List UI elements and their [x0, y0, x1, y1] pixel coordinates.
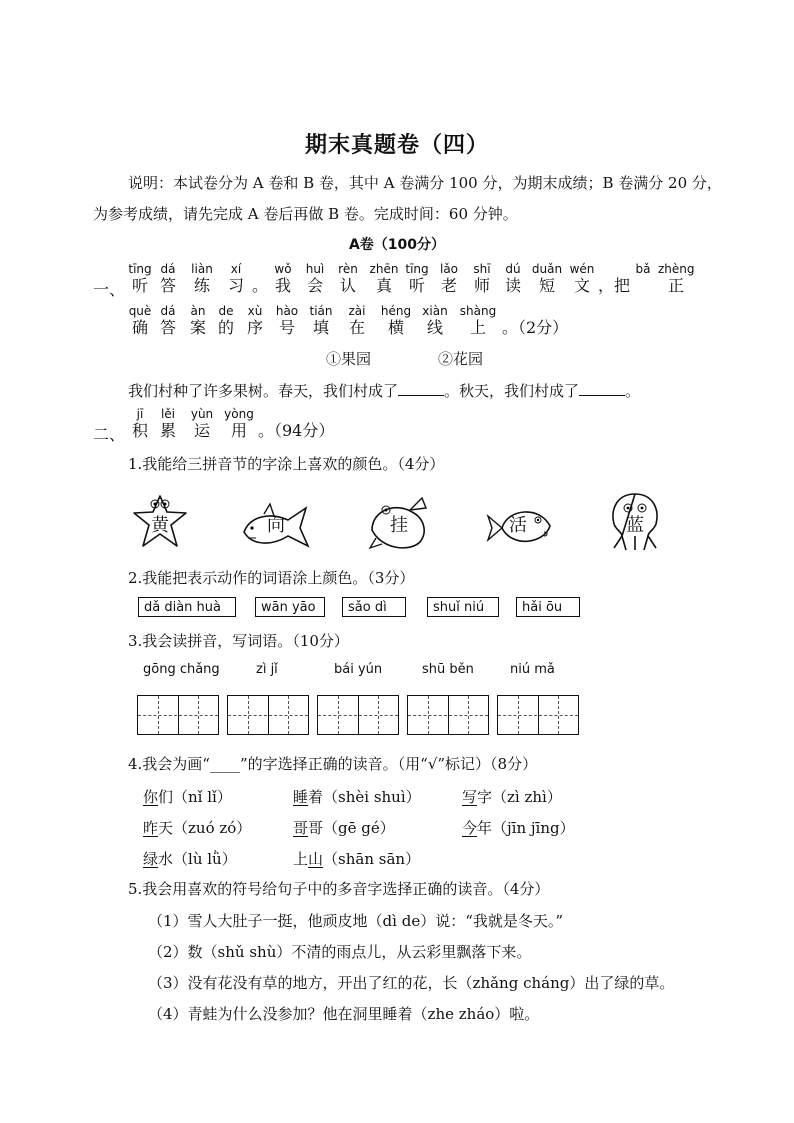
grid-divider	[248, 696, 249, 734]
q2-head-1	[152, 407, 184, 441]
choice-options: （shān sān）	[323, 850, 421, 868]
writing-grid-2[interactable]	[227, 695, 309, 735]
animal-char-2[interactable]: 向	[267, 515, 285, 536]
q1-r1-6	[300, 262, 330, 296]
q1-r1-pinyin: dú	[505, 262, 521, 276]
reading-choice-item[interactable]	[293, 848, 420, 869]
grid-divider	[378, 696, 379, 734]
section-a-heading: A卷（100分）	[348, 237, 446, 253]
q1-r1-pinyin: shī	[473, 262, 491, 276]
word-box-1[interactable]: dǎ diàn huà	[138, 597, 236, 617]
q2-head-pinyin: yùn	[190, 407, 214, 421]
choice-options: 们（nǐ lǐ）	[158, 788, 232, 806]
writing-grid-5[interactable]	[497, 695, 579, 735]
q1-r2-7	[338, 304, 376, 338]
q1-r1-pinyin: lǎo	[439, 262, 459, 276]
reading-choice-item[interactable]	[143, 817, 251, 838]
q1-r1-1	[152, 262, 184, 296]
q1-r1-4	[252, 262, 269, 296]
q1-r1-12	[498, 262, 528, 296]
grid-divider	[468, 696, 469, 734]
q1-r2-hanzi: 的	[217, 318, 234, 337]
q1-r1-hanzi: 答	[159, 276, 176, 295]
q1-r1-hanzi: 正	[667, 276, 684, 295]
q1-r2-pinyin: què	[128, 304, 152, 318]
q2-head-tail: 。（94分）	[258, 421, 335, 440]
q2-sub1: 1.我能给三拼音节的字涂上喜欢的颜色。（4分）	[128, 455, 445, 473]
q1-r2-pinyin: héng	[380, 304, 412, 318]
grid-pinyin-2: zì jǐ	[256, 662, 278, 677]
q1-r2-hanzi: 横	[387, 318, 404, 337]
animal-char-1[interactable]: 黄	[151, 515, 169, 536]
q2-head-hanzi: 积	[131, 421, 148, 440]
q1-r1-16	[628, 262, 658, 296]
q1-r2-hanzi: 答	[159, 318, 176, 337]
q1-pinyin-row-2	[128, 304, 568, 338]
q1-r1-pinyin: tīng	[405, 262, 429, 276]
choice-options: 字（zì zhì）	[477, 788, 562, 806]
underlined-char: 绿	[143, 850, 159, 868]
word-box-3[interactable]: sǎo dì	[342, 597, 406, 617]
q1-r1-5	[266, 262, 300, 296]
grid-divider	[358, 696, 359, 734]
q1-r1-pinyin: xí	[230, 262, 242, 276]
q1-r2-pinyin: shàng	[459, 304, 497, 318]
q1-r1-13	[528, 262, 566, 296]
q1-r1-15	[598, 262, 631, 296]
grid-pinyin-4: shū běn	[422, 662, 474, 677]
q1-r1-pinyin	[252, 262, 266, 276]
grid-divider	[268, 696, 269, 734]
q1-r2-3	[212, 304, 240, 338]
q1-number: 一、	[93, 280, 126, 299]
underlined-char: 山	[308, 850, 324, 868]
choice-options: 年（jīn jīng）	[477, 819, 575, 837]
word-box-2[interactable]: wān yāo	[255, 597, 325, 617]
q2-head-hanzi: 累	[159, 421, 176, 440]
q1-r1-hanzi: 听	[131, 276, 148, 295]
grid-divider	[428, 696, 429, 734]
animal-char-3[interactable]: 挂	[390, 515, 408, 536]
q2-sub5-item-2: （2）数（shǔ shù）不清的雨点儿，从云彩里飘落下来。	[148, 943, 532, 961]
q1-r1-hanzi: ，把	[598, 276, 631, 295]
grid-pinyin-5: niú mǎ	[510, 662, 555, 677]
choice-options: 水（lù lǜ）	[158, 850, 237, 868]
q1-r2-pinyin: de	[218, 304, 234, 318]
q1-r1-8	[366, 262, 402, 296]
q1-r1-pinyin: liàn	[191, 262, 213, 276]
q2-head-hanzi: 运	[193, 421, 210, 440]
q2-sub3: 3.我会读拼音，写词语。（10分）	[128, 632, 349, 650]
q1-r1-hanzi: 练	[193, 276, 210, 295]
q1-r1-hanzi: 文	[573, 276, 590, 295]
q1-r2-hanzi: 号	[278, 318, 295, 337]
q1-pinyin-row-1	[128, 262, 694, 296]
underlined-char: 写	[462, 788, 478, 806]
q1-r2-0	[128, 304, 152, 338]
q1-r1-hanzi: 习	[227, 276, 244, 295]
q1-r1-hanzi: 老	[440, 276, 457, 295]
q1-r1-pinyin	[598, 262, 628, 276]
grid-divider	[448, 696, 449, 734]
q1-r1-hanzi: 师	[473, 276, 490, 295]
q2-head-hanzi: 用	[230, 421, 247, 440]
q1-r1-hanzi: 听	[408, 276, 425, 295]
underlined-char: 你	[143, 788, 159, 806]
q1-sentence-a: 我们村种了许多果树。春天，我们村成了	[128, 382, 399, 400]
q1-r2-1	[152, 304, 184, 338]
grid-divider	[518, 696, 519, 734]
q1-r2-10	[454, 304, 502, 338]
q1-r2-9	[416, 304, 454, 338]
choice-options: 着（shèi shuì）	[308, 788, 421, 806]
q2-sub5-item-3: （3）没有花没有草的地方，开出了红的花，长（zhǎng cháng）出了绿的草。	[148, 974, 675, 992]
choice-prefix: 上	[293, 850, 309, 868]
q2-head-2	[184, 407, 220, 441]
page-title: 期末真题卷（四）	[304, 133, 489, 158]
q1-r1-pinyin: huì	[305, 262, 325, 276]
q1-r2-6	[304, 304, 338, 338]
q1-r1-hanzi: 认	[339, 276, 356, 295]
grid-divider	[198, 696, 199, 734]
q1-r2-pinyin: hào	[275, 304, 299, 318]
underlined-char: 睡	[293, 788, 309, 806]
writing-grid-4[interactable]	[407, 695, 489, 735]
q1-r1-11	[466, 262, 498, 296]
reading-choice-item[interactable]	[293, 786, 421, 807]
writing-grid-1[interactable]	[137, 695, 219, 735]
writing-grid-3[interactable]	[317, 695, 399, 735]
reading-choice-item[interactable]	[462, 786, 562, 807]
q1-option-2: ②花园	[438, 350, 484, 368]
q1-r1-pinyin: dá	[160, 262, 176, 276]
grid-divider	[158, 696, 159, 734]
q1-r1-hanzi: 短	[538, 276, 555, 295]
reading-choice-item[interactable]	[462, 817, 575, 838]
q1-r2-hanzi: 案	[189, 318, 206, 337]
grid-divider	[338, 696, 339, 734]
choice-options: 哥（gē gé）	[308, 819, 395, 837]
q2-sub4: 4.我会为画“____”的字选择正确的读音。（用“√”标记）（8分）	[128, 755, 538, 773]
underlined-char: 哥	[293, 819, 309, 837]
q1-r1-pinyin: tīng	[128, 262, 152, 276]
q2-head-3	[220, 407, 258, 441]
q2-sub5: 5.我会用喜欢的符号给句子中的多音字选择正确的读音。（4分）	[128, 880, 550, 898]
q1-r1-hanzi	[628, 276, 658, 296]
q1-r1-17	[658, 262, 694, 296]
q1-r2-hanzi: 填	[312, 318, 329, 337]
word-box-4[interactable]: shuǐ niú	[427, 597, 499, 617]
q1-r2-pinyin: xiàn	[422, 304, 448, 318]
q1-r1-hanzi: 我	[274, 276, 291, 295]
q1-r1-0	[128, 262, 152, 296]
animal-char-4[interactable]: 活	[509, 515, 527, 536]
q1-r1-10	[432, 262, 466, 296]
q1-r2-hanzi: 上	[469, 318, 486, 337]
underlined-char: 昨	[143, 819, 159, 837]
q1-r2-hanzi: 在	[348, 318, 365, 337]
q1-r1-14	[566, 262, 598, 296]
q2-head-pinyin: jī	[136, 407, 144, 421]
underlined-char: 今	[462, 819, 478, 837]
q1-blank-1[interactable]	[398, 381, 444, 396]
q1-r2-hanzi: 线	[426, 318, 443, 337]
q1-r2-4	[240, 304, 270, 338]
q1-r1-pinyin: wǒ	[274, 262, 292, 276]
q2-sub2: 2.我能把表示动作的词语涂上颜色。（3分）	[128, 569, 415, 587]
grid-divider	[288, 696, 289, 734]
q1-r2-pinyin: àn	[190, 304, 206, 318]
q1-r1-pinyin: zhēn	[369, 262, 399, 276]
grid-pinyin-1: gōng chǎng	[143, 662, 220, 677]
q1-r2-pinyin: xù	[247, 304, 263, 318]
q2-head-pinyin: lěi	[160, 407, 176, 421]
q1-r2-hanzi: 序	[246, 318, 263, 337]
q1-r1-3	[220, 262, 252, 296]
q1-r2-hanzi: 确	[131, 318, 148, 337]
intro-line-1: 说明：本试卷分为 A 卷和 B 卷，其中 A 卷满分 100 分，为期末成绩；B 卷满分 20 分，	[128, 174, 722, 192]
q1-r1-pinyin: zhèng	[658, 262, 695, 276]
q1-r2-pinyin: dá	[160, 304, 176, 318]
q1-r1-pinyin: rèn	[338, 262, 358, 276]
q1-r2-pinyin: zài	[348, 304, 366, 318]
q1-r1-hanzi: 读	[504, 276, 521, 295]
reading-choice-item[interactable]	[293, 817, 395, 838]
q1-r1-hanzi: 真	[375, 276, 392, 295]
q1-r1-hanzi: 。	[252, 276, 269, 295]
q1-sentence-end: 。	[625, 382, 641, 400]
q2-head-pinyin: yòng	[224, 407, 254, 421]
q1-r2-5	[270, 304, 304, 338]
q1-r1-9	[402, 262, 432, 296]
q1-blank-2[interactable]	[579, 381, 625, 396]
q1-r1-hanzi: 会	[306, 276, 323, 295]
q1-r1-pinyin: bǎ	[635, 262, 651, 276]
q1-option-1: ①果园	[326, 350, 372, 368]
q1-r2-8	[376, 304, 416, 338]
reading-choice-item[interactable]	[143, 848, 237, 869]
q1-r2-pinyin: tián	[309, 304, 333, 318]
animal-char-5[interactable]: 蓝	[626, 515, 644, 536]
q1-r1-pinyin: duǎn	[531, 262, 563, 276]
q2-sub5-item-1: （1）雪人大肚子一挺，他顽皮地（dì de）说：“我就是冬天。”	[148, 912, 564, 930]
q1-r2-tail: 。（2分）	[502, 318, 569, 337]
grid-divider	[558, 696, 559, 734]
grid-pinyin-3: bái yún	[334, 662, 383, 677]
q1-r1-2	[184, 262, 220, 296]
q1-sentence	[128, 380, 640, 401]
q2-heading	[128, 407, 334, 441]
q2-number: 二、	[93, 425, 126, 444]
q1-sentence-b: 。秋天，我们村成了	[444, 382, 580, 400]
reading-choice-item[interactable]	[143, 786, 232, 807]
grid-divider	[178, 696, 179, 734]
q1-r1-7	[330, 262, 366, 296]
q2-head-0	[128, 407, 152, 441]
q1-r1-pinyin: wén	[569, 262, 595, 276]
q1-r2-2	[184, 304, 212, 338]
q2-sub5-item-4: （4）青蛙为什么没参加？他在洞里睡着（zhe zháo）啦。	[148, 1005, 540, 1023]
word-box-5[interactable]: hǎi ōu	[516, 597, 580, 617]
grid-divider	[538, 696, 539, 734]
choice-options: 天（zuó zó）	[158, 819, 252, 837]
intro-line-2: 为参考成绩，请先完成 A 卷后再做 B 卷。完成时间：60 分钟。	[93, 205, 518, 223]
